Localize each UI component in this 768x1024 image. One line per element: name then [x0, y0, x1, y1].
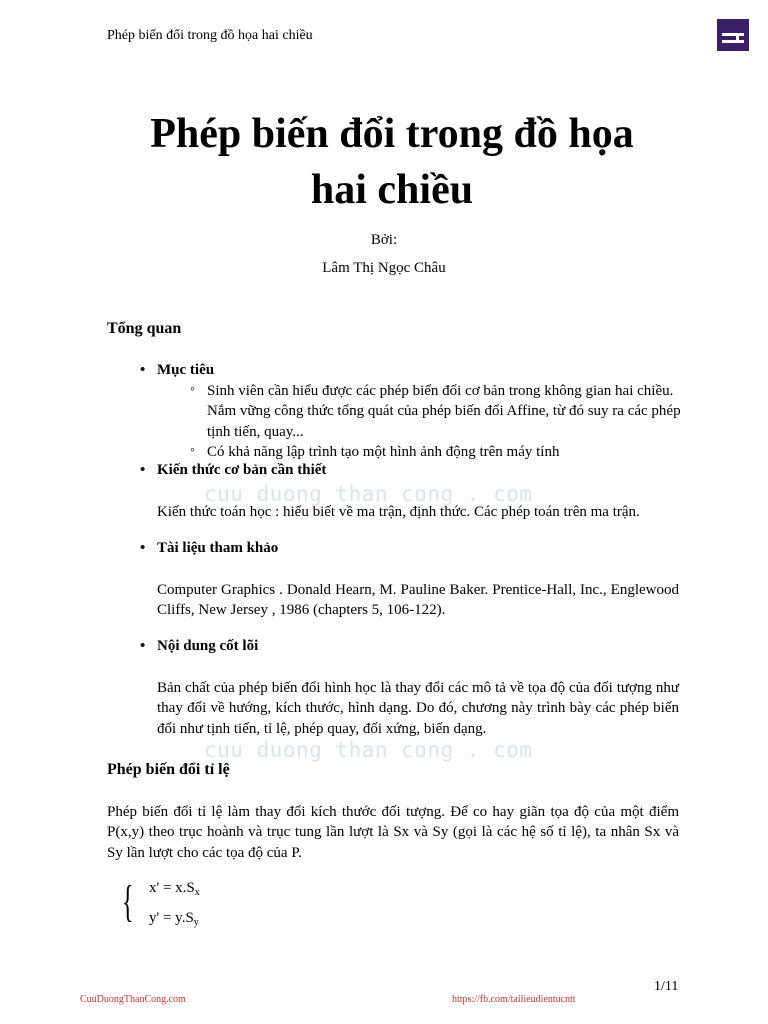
core-content-text: Bản chất của phép biến đổi hình học là thay đổi các mô tả về tọa độ của đối tượng như thay đổi về hướng, kích thước, hình dạng. Do đó, chương này trình bày các phép biến đổi như tịnh tiến, tỉ lệ, phép quay, đối xứng, biến dạng. — [157, 680, 679, 737]
watermark-text: cuu duong than cong . com — [204, 482, 533, 506]
core-content-bullet: • Nội dung cốt lõi — [157, 638, 258, 655]
formula-line-x: $x' = x.S_x$ — [149, 880, 200, 898]
page-title-line1: Phép biến đổi trong đồ họa — [150, 111, 634, 157]
formula-line-y: $y' = y.S_y$ — [149, 910, 199, 928]
author-name: Lâm Thị Ngọc Châu — [322, 260, 446, 276]
byline-label: Bởi: — [370, 232, 398, 248]
page-number: 1/11 — [654, 979, 679, 994]
formula-brace: { — [122, 877, 134, 926]
scaling-heading: Phép biến đổi tỉ lệ — [107, 761, 230, 778]
document-logo-icon — [717, 19, 749, 51]
watermark-text-2: cuu duong than cong . com — [204, 738, 533, 762]
footer-link-right[interactable]: https://fb.com/tailieudientucntt — [452, 994, 576, 1005]
references-bullet: • Tài liệu tham khảo — [157, 540, 278, 557]
prerequisites-text: Kiến thức toán học : hiểu biết về ma trận, định thức. Các phép toán trên ma trận. — [157, 504, 640, 520]
page-title — [100, 106, 684, 218]
objective-item-1: ◦ Sinh viên cần hiểu được các phép biến đổi cơ bản trong không gian hai chiều. Nắm vững công thức tổng quát của phép biến đổi Affine, từ đó suy ra các phép tịnh tiến, quay... — [207, 381, 687, 442]
references-text: Computer Graphics . Donald Hearn, M. Pauline Baker. Prentice-Hall, Inc., Englewood Cliffs, New Jersey , 1986 (chapters 5, 106-122). — [157, 582, 679, 619]
page-title-line2: hai chiều — [310, 167, 474, 213]
footer-link-left[interactable]: CuuDuongThanCong.com — [80, 994, 186, 1005]
prerequisites-bullet: • Kiến thức cơ bản cần thiết — [157, 462, 326, 479]
running-header: Phép biến đổi trong đồ họa hai chiều — [107, 28, 313, 43]
scaling-text: Phép biến đổi tỉ lệ làm thay đổi kích thước đối tượng. Để co hay giãn tọa độ của một điểm P(x,y) theo trục hoành và trục tung lần lượt là Sx và Sy (gọi là các hệ số tỉ lệ), ta nhân Sx và Sy lần lượt cho các tọa độ của P. — [107, 804, 679, 861]
objectives-list — [207, 381, 687, 462]
overview-heading: Tổng quan — [107, 320, 182, 337]
scaling-formula — [122, 877, 242, 934]
objectives-bullet: • Mục tiêu — [157, 362, 214, 379]
objective-item-2: ◦ Có khả năng lập trình tạo một hình ảnh động trên máy tính — [207, 442, 687, 462]
